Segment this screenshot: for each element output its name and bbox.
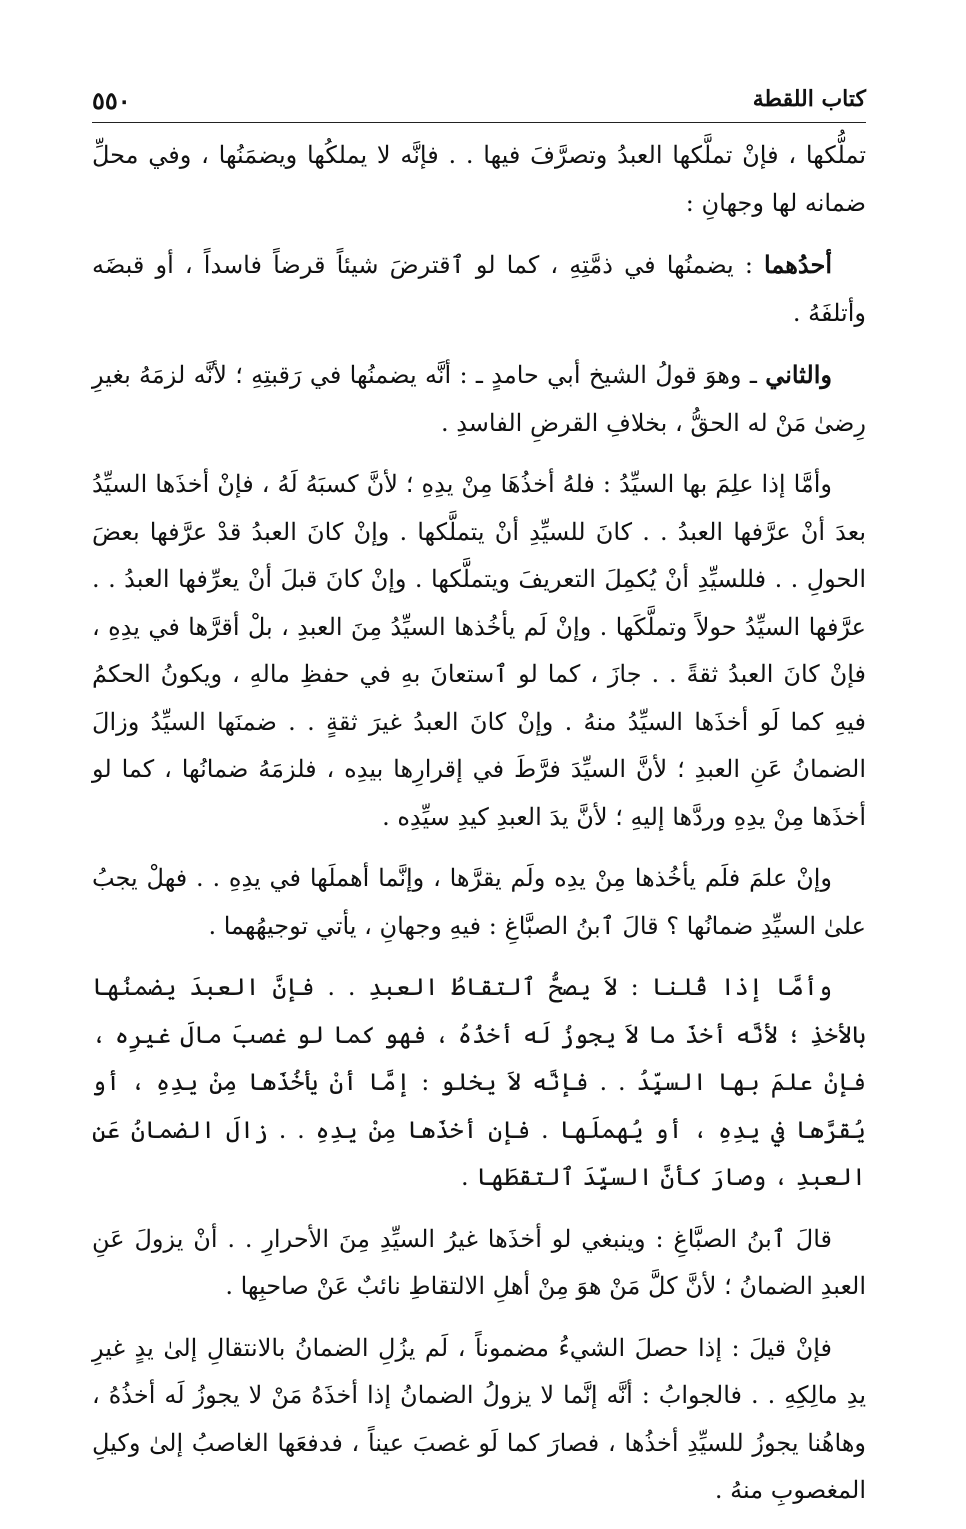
paragraph [92,241,866,337]
page-body [92,132,866,1529]
paragraph [92,1325,866,1515]
paragraph [92,132,866,227]
paragraph [92,461,866,841]
paragraph [92,1216,866,1311]
paragraph [92,855,866,950]
paragraph-lead: أحدُهما [764,250,832,279]
paragraph-text: فإنْ قيلَ : إذا حصلَ الشيءُ مضموناً ، لَم يزُلِ الضمانُ بالانتقالِ إلىٰ يدٍ غيرِ يدِ مالِكِهِ . . فالجوابُ : أنَّه إنَّما لا يزولُ الضمانُ إذا أخذَهُ مَنْ لا يجوزُ لَه أخذُهُ ، وهاهُنا يجوزُ للسيِّدِ أخذُها ، فصارَ كما لَو غصبَ عيناً ، فدفعَها الغاصبُ إلىٰ وكيلِ المغصوبِ منهُ . [92,1333,866,1504]
book-title: كتاب اللقطة [752,86,866,112]
paragraph-text: ـ وهوَ قولُ الشيخ أبي حامدٍ ـ : أنَّه يضمنُها في رَقبتِهِ ؛ لأنَّه لزمَهُ بغيرِ رِضىٰ مَنْ له الحقُّ ، بخلافِ القرضِ الفاسدِ . [92,361,866,437]
paragraph-text: قالَ ٱبنُ الصبَّاغِ : وينبغي لو أخذَها غيرُ السيِّدِ مِنَ الأحرارِ . . أنْ يزولَ عَنِ العبدِ الضمانُ ؛ لأنَّ كلَّ مَنْ هوَ مِنْ أهلِ الالتقاطِ نائبٌ عَنْ صاحبِها . [92,1224,866,1300]
header-rule [92,122,866,123]
page-header [92,82,866,126]
paragraph-text: تملُّكها ، فإنْ تملَّكها العبدُ وتصرَّفَ فيها . . فإنَّه لا يملكُها ويضمَنُها ، وفي محلِّ ضمانه لها وجهانِ : [92,141,866,217]
paragraph [92,351,866,447]
paragraph-text: : يضمنُها في ذمَّتِهِ ، كما لو ٱقترضَ شيئاً قرضاً فاسداً ، أو قبضَه وأتلفَهُ . [92,251,866,327]
paragraph-lead: والثاني [765,360,832,389]
paragraph-text: وأمَّا إذا قُلنا : لاَ يصحُّ ٱلتقاطُ العبدِ . . فإنَّ العبدَ يضمنُها بالأخذِ ؛ لأنَّه أخذَ ما لاَ يجوزُ لَه أخذُهُ ، فهو كما لو غصبَ مالَ غيرِه ، فإنْ علمَ بها السيِّدُ . . فإنَّه لاَ يخلو : إمَّا أنْ يأخُذَها مِنْ يدِهِ ، أو يُقرَّها في يدِهِ ، أو يُهملَها . فإن أخذَها مِنْ يدِهِ . . زالَ الضمانُ عَنِ العبدِ ، وصارَ كأنَّ السيِّدَ ٱلتقطَها . [92,973,866,1191]
paragraph-text: وأمَّا إذا علِمَ بها السيِّدُ : فلهُ أخذُهَا مِنْ يدِهِ ؛ لأنَّ كسبَهُ لَهُ ، فإنْ أخذَها السيِّدُ بعدَ أنْ عرَّفها العبدُ . . كانَ للسيِّدِ أنْ يتملَّكها . وإنْ كانَ العبدُ قدْ عرَّفها بعضَ الحولِ . . فللسيِّدِ أنْ يُكمِلَ التعريفَ ويتملَّكها . وإنْ كانَ قبلَ أنْ يعرِّفها العبدُ . . عرَّفها السيِّدُ حولاً وتملَّكَها . وإنْ لَم يأخُذها السيِّدُ مِنَ العبدِ ، بلْ أقرَّها في يدِهِ ، فإنْ كانَ العبدُ ثقةً . . جازَ ، كما لو ٱستعانَ بهِ في حفظِ مالهِ ، ويكونُ الحكمُ فيهِ كما لَو أخذَها السيِّدُ منهُ . وإنْ كانَ العبدُ غيرَ ثقةٍ . . ضمنَها السيِّدُ وزالَ الضمانُ عَنِ العبدِ ؛ لأنَّ السيِّدَ فرَّطَ في إقرارِها بيدِه ، فلزمَهُ ضمانُها ، كما لو أخذَها مِنْ يدِهِ وردَّها إليهِ ؛ لأنَّ يدَ العبدِ كيدِ سيِّدِه . [92,470,867,831]
paragraph-text: وإنْ علمَ فلَم يأخُذها مِنْ يدِه ولَم يقرَّها ، وإنَّما أهملَها في يدِهِ . . فهلْ يجبُ علىٰ السيِّدِ ضمانُها ؟ قالَ ٱبنُ الصبَّاغِ : فيهِ وجهانِ ، يأتي توجيهُهما . [92,864,866,940]
page-number: ٥٥٠ [92,86,131,115]
paragraph [92,964,866,1202]
